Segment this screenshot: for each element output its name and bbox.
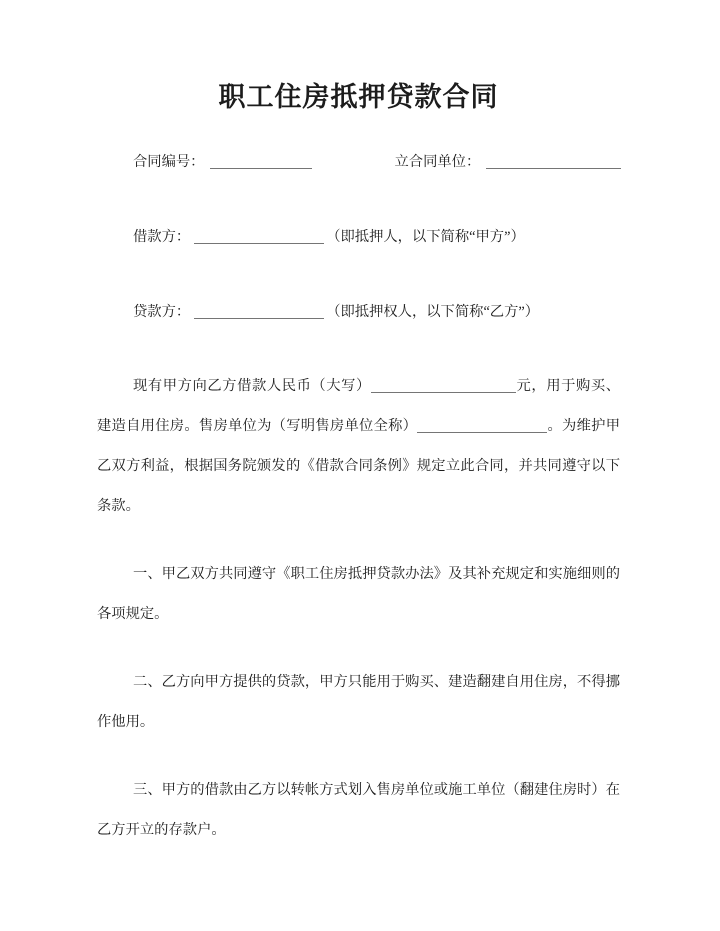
lender-note: （即抵押权人，以下简称“乙方”） (326, 304, 540, 320)
contract-no-blank-line (210, 156, 312, 169)
borrower-note: （即抵押人，以下简称“甲方”） (326, 229, 525, 245)
lender-blank-line (194, 306, 324, 319)
document-title: 职工住房抵押贷款合同 (218, 82, 499, 112)
loan-amount-blank-line (371, 380, 516, 393)
contract-no-label: 合同编号： (133, 154, 205, 170)
preamble-text-2: 元，用于购买、建造自用住房。售房单位为（写明售房单位全称） (97, 378, 621, 434)
preamble-paragraph (97, 366, 620, 526)
lender-label: 贷款方： (133, 304, 191, 320)
contract-meta-row (133, 152, 620, 172)
borrower-label: 借款方： (133, 229, 191, 245)
contract-unit-label: 立合同单位： (394, 154, 481, 170)
borrower-row (133, 227, 620, 247)
clause-item-1: 一、甲乙双方共同遵守《职工住房抵押贷款办法》及其补充规定和实施细则的各项规定。 (97, 566, 620, 622)
borrower-blank-line (194, 231, 324, 244)
clause-item-2: 二、乙方向甲方提供的贷款，甲方只能用于购买、建造翻建自用住房，不得挪作他用。 (97, 674, 620, 730)
clause-item-3: 三、甲方的借款由乙方以转帐方式划入售房单位或施工单位（翻建住房时）在乙方开立的存款户。 (97, 782, 620, 838)
preamble-text-1: 现有甲方向乙方借款人民币（大写） (133, 378, 371, 394)
contract-unit-blank-line (486, 156, 621, 169)
lender-row (133, 302, 620, 322)
preamble-text-3: 。为维护甲乙双方利益，根据国务院颁发的《借款合同条例》规定立此合同，并共同遵守以下条款。 (97, 418, 621, 514)
seller-unit-blank-line (417, 420, 547, 433)
